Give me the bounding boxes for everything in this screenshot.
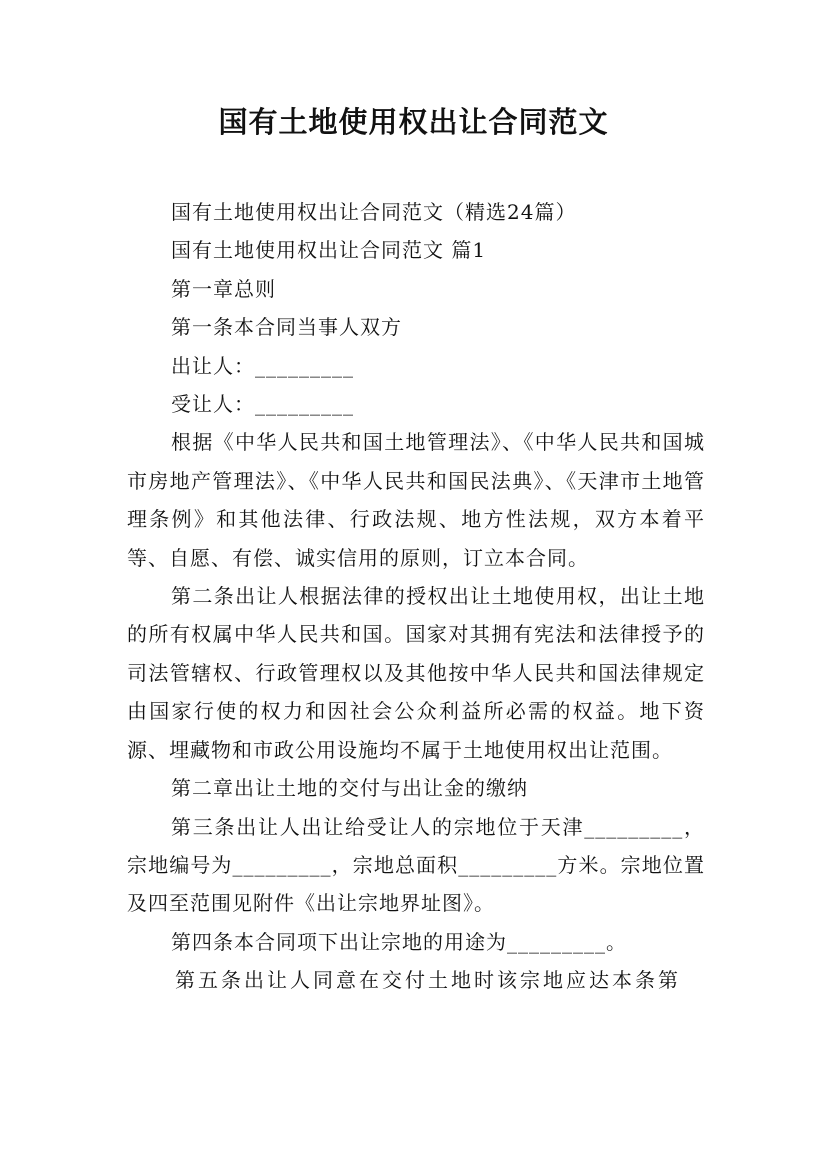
paragraph-chapter-one: 第一章总则 [171,276,276,301]
paragraph-subtitle: 国有土地使用权出让合同范文（精选24篇） [171,200,577,224]
paragraph-transferee: 受让人：_________ [171,392,354,417]
paragraph-article-two: 第二条出让人根据法律的授权出让土地使用权，出让土地的所有权属中华人民共和国。国家对其拥有宪法和法律授予的司法管辖权、行政管理权以及其他按中华人民共和国法律规定由国家行使的权力和因社会公众利益所必需的权益。地下资源、埋藏物和市政公用设施均不属于土地使用权出让范围。 [127,584,705,762]
paragraph-article-three: 第三条出让人出让给受让人的宗地位于天津_________，宗地编号为_________，宗地总面积_________方米。宗地位置及四至范围见附件《出让宗地界址图》。 [127,814,705,916]
paragraph-section-heading: 国有土地使用权出让合同范文 篇1 [171,238,487,263]
paragraph-chapter-two: 第二章出让土地的交付与出让金的缴纳 [171,776,528,801]
paragraph-legal-basis: 根据《中华人民共和国土地管理法》、《中华人民共和国城市房地产管理法》、《中华人民共和国民法典》、《天津市土地管理条例》和其他法律、行政法规、地方性法规，双方本着平等、自愿、有偿、诚实信用的原则，订立本合同。 [127,430,705,570]
paragraph-article-four: 第四条本合同项下出让宗地的用途为_________。 [171,929,627,954]
paragraph-article-five: 第五条出让人同意在交付土地时该宗地应达本条第 [175,968,681,993]
document-body [127,193,705,1000]
document-title: 国有土地使用权出让合同范文 [218,105,609,139]
paragraph-transferor: 出让人：_________ [171,353,354,378]
paragraph-article-one: 第一条本合同当事人双方 [171,315,402,340]
